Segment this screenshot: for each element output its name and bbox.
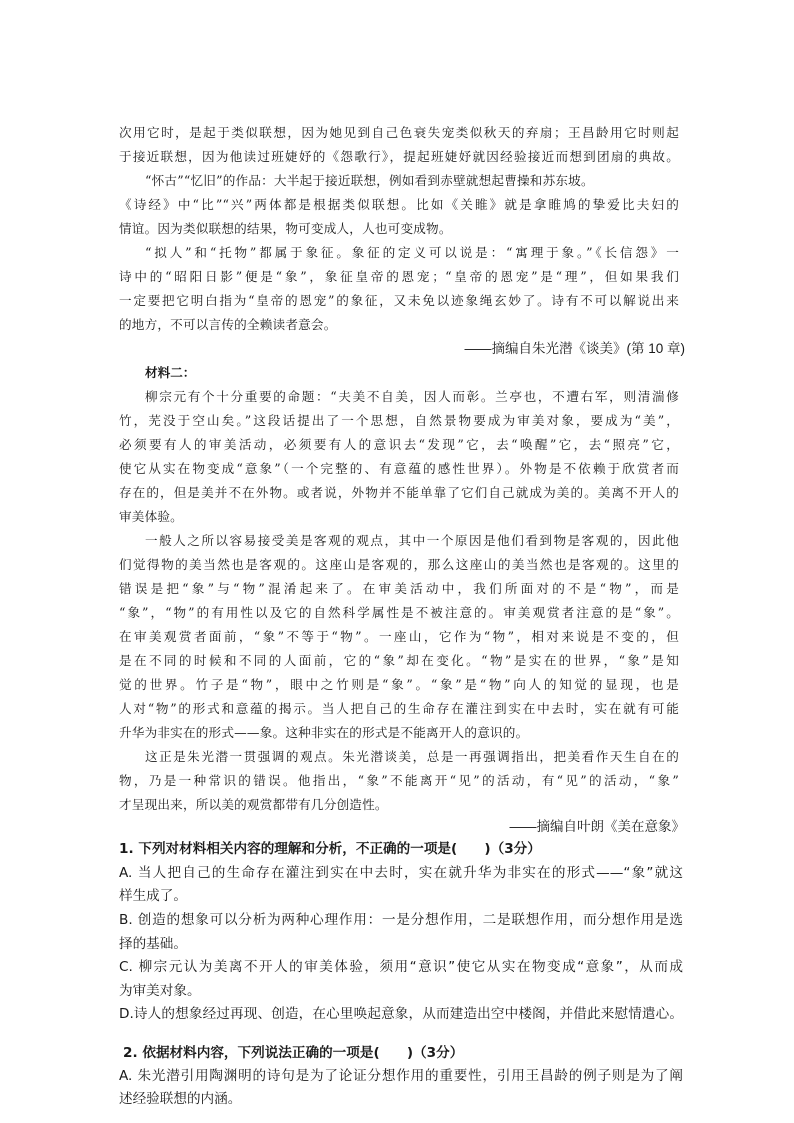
passage-line: 物，乃是一种常识的错误。他指出，“象”不能离开“见”的活动，有“见”的活动，“象” [119,773,679,788]
passage-line: “怀古”“忆旧”的作品：大半起于接近联想，例如看到赤壁就想起曹操和苏东坡。 [145,173,594,188]
passage-line: 一般人之所以容易接受美是客观的观点，其中一个原因是他们看到物是客观的，因此他 [145,533,679,548]
passage-line: 情谊。因为类似联想的结果，物可变成人，人也可变成物。 [119,221,452,236]
passage-line: 觉的世界。竹子是“物”，眼中之竹则是“象”。“象”是“物”向人的知觉的显现，也是 [119,677,679,692]
passage-line: “象”，“物”的有用性以及它的自然科学属性是不被注意的。审美观赏者注意的是“象”。 [119,605,679,620]
passage-line: 审美体验。 [119,509,183,524]
passage-line: 《诗经》中“比”“兴”两体都是根据类似联想。比如《关睢》就是拿睢鸠的挚爱比夫妇的 [119,197,679,212]
passage-line: 升华为非实在的形式——象。这种非实在的形式是不能离开人的意识的。 [119,725,529,740]
passage-line: 次用它时，是起于类似联想，因为她见到自己色衰失宠类似秋天的弃扇；王昌龄用它时则起 [119,125,679,140]
passage-line: “拟人”和“托物”都属于象征。象征的定义可以说是：“寓理于象。”《长信怨》一 [145,245,679,260]
question-1-option: D.诗人的想象经过再现、创造，在心里唤起意象，从而建造出空中楼阁，并借此来慰情遣心。 [119,1006,683,1022]
passage-line: 存在的，但是美并不在外物。或者说，外物并不能单靠了它们自己就成为美的。美离不开人的 [119,485,679,500]
passage-line: 人对“物”的形式和意蕴的揭示。当人把自己的生命存在灌注到实在中去时，实在就有可能 [119,701,679,716]
question-2-stem: 2. 依据材料内容，下列说法正确的一项是( )（3分） [123,1045,464,1061]
question-1-stem: 1. 下列对材料相关内容的理解和分析，不正确的一项是( )（3分） [119,841,541,857]
question-1-option: C. 柳宗元认为美离不开人的审美体验，须用“意识”使它从实在物变成“意象”，从而成 [119,959,683,975]
passage-line: 这正是朱光潜一贯强调的观点。朱光潜谈美，总是一再强调指出，把美看作天生自在的 [145,749,679,764]
passage-line: 才呈现出来，所以美的观赏都带有几分创造性。 [119,797,388,812]
question-1-option: 为审美对象。 [119,983,201,999]
passage-line: 使它从实在物变成“意象”（一个完整的、有意蕴的感性世界）。外物是不依赖于欣赏者而 [119,461,679,476]
passage-line: 诗中的“昭阳日影”便是“象”，象征皇帝的恩宠；“皇帝的恩宠”是“理”，但如果我们 [119,269,679,284]
passage-line: 必须要有人的审美活动，必须要有人的意识去“发现”它，去“唤醒”它，去“照亮”它， [119,437,679,452]
passage-line: 的地方，不可以言传的全赖读者意会。 [119,317,337,332]
material-heading: 材料二： [145,365,196,380]
question-2-option: A. 朱光潜引用陶渊明的诗句是为了论证分想作用的重要性，引用王昌龄的例子则是为了阐 [119,1068,683,1084]
passage-line: 一定要把它明白指为“皇帝的恩宠”的象征，又未免以迹象绳玄妙了。诗有不可以解说出来 [119,293,679,308]
passage-line: 错误是把“象”与“物”混淆起来了。在审美活动中，我们所面对的不是“物”，而是 [119,581,679,596]
passage-line: 在审美观赏者面前，“象”不等于“物”。一座山，它作为“物”，相对来说是不变的，但 [119,629,679,644]
passage-line: 竹，芜没于空山矣。”这段话提出了一个思想，自然景物要成为审美对象，要成为“美”， [119,413,679,428]
question-2-option: 述经验联想的内涵。 [119,1091,242,1107]
passage-line: 们觉得物的美当然也是客观的。这座山是客观的，那么这座山的美当然也是客观的。这里的 [119,557,679,572]
question-1-option: A. 当人把自己的生命存在灌注到实在中去时，实在就升华为非实在的形式——“象”就这 [119,865,683,881]
source-citation: ——摘编自叶朗《美在意象》 [509,819,685,834]
source-citation: ——摘编自朱光潜《谈美》(第 10 章) [464,341,685,356]
question-1-option: B. 创造的想象可以分析为两种心理作用：一是分想作用，二是联想作用，而分想作用是选 [119,912,683,928]
passage-line: 柳宗元有个十分重要的命题：“夫美不自美，因人而彰。兰亭也，不遭右军，则清湍修 [145,389,679,404]
passage-line: 于接近联想，因为他读过班婕妤的《怨歌行》，提起班婕妤就因经验接近而想到团扇的典故。 [119,149,679,164]
question-1-option: 样生成了。 [119,888,187,904]
passage-line: 是在不同的时候和不同的人面前，它的“象”却在变化。“物”是实在的世界，“象”是知 [119,653,679,668]
question-1-option: 择的基础。 [119,936,187,952]
